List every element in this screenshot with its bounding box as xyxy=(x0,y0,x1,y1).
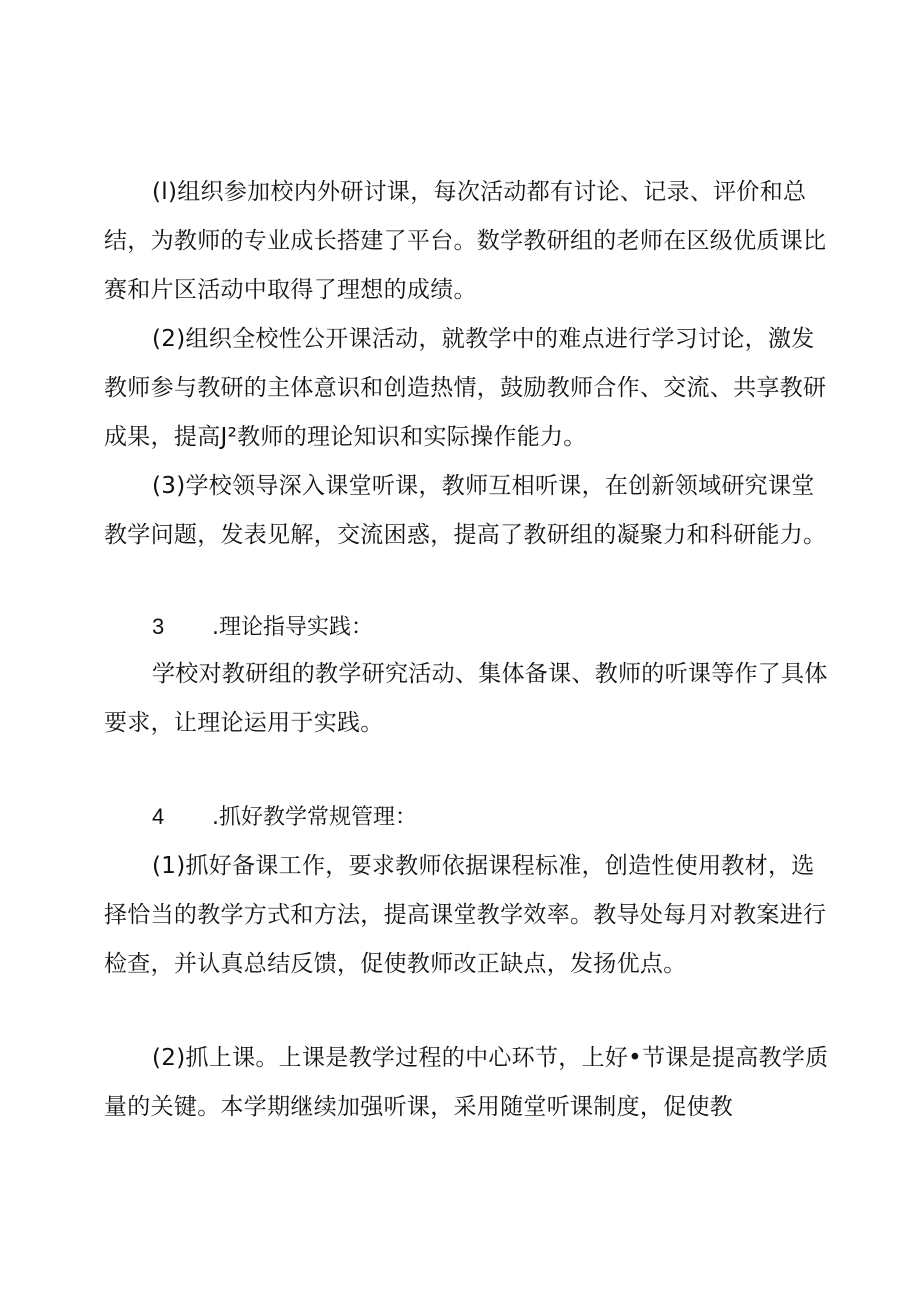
section-3-body: 学校对教研组的教学研究活动、集体备课、教师的听课等作了具体要求，让理论运用于实践。 xyxy=(104,661,828,736)
section-3-heading xyxy=(152,602,373,652)
paragraph-item-3: (3)学校领导深入课堂听课，教师互相听课，在创新领域研究课堂教学问题，发表见解，交流困惑，提高了教研组的凝聚力和科研能力。 xyxy=(104,473,827,548)
paragraph-item-2: (2)组织全校性公开课活动，就教学中的难点进行学习讨论，激发教师参与教研的主体意识和创造热情，鼓励教师合作、交流、共享教研成果，提高J²教师的理论知识和实际操作能力。 xyxy=(104,326,827,450)
section-4-heading xyxy=(152,792,417,842)
section-4-item-2-block xyxy=(104,1034,829,1132)
section-3-number: 3 xyxy=(152,614,165,639)
section-4-number: 4 xyxy=(152,804,165,829)
section-4-item-2: (2)抓上课。上课是教学过程的中心环节，上好•节课是提高教学质量的关键。本学期继续加强听课，采用随堂听课制度，促使教 xyxy=(104,1045,829,1120)
section-3-body-block xyxy=(104,650,829,748)
section-2-items xyxy=(104,168,829,560)
section-4-title: .抓好教学常规管理： xyxy=(212,805,417,830)
paragraph-item-1: (l)组织参加校内外研讨课，每次活动都有讨论、记录、评价和总结，为教师的专业成长搭建了平台。数学教研组的老师在区级优质课比赛和片区活动中取得了理想的成绩。 xyxy=(104,179,827,303)
section-3-title: .理论指导实践： xyxy=(212,615,373,640)
section-4-item-1: (1)抓好备课工作，要求教师依据课程标准，创造性使用教材，选择恰当的教学方式和方法，提高课堂教学效率。教导处每月对教案进行检查，并认真总结反馈，促使教师改正缺点，发扬优点。 xyxy=(104,853,827,977)
section-4-item-1-block xyxy=(104,842,829,989)
